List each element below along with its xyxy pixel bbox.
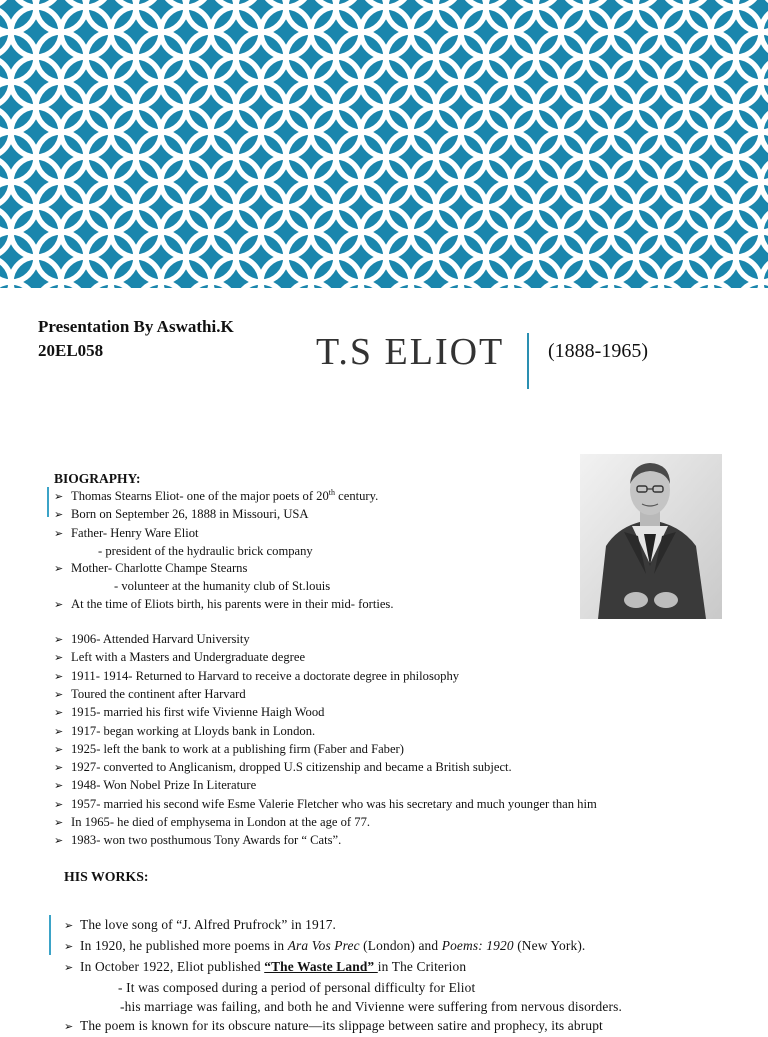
list-item: ➢ 1948- Won Nobel Prize In Literature	[54, 777, 597, 795]
list-item: ➢ Thomas Stearns Eliot- one of the major poets of 20th century.	[54, 488, 597, 506]
presenter-info	[38, 315, 234, 363]
list-item: ➢ Left with a Masters and Undergraduate degree	[54, 649, 597, 667]
arrow-bullet-icon: ➢	[64, 920, 74, 932]
list-item: ➢ In October 1922, Eliot published “The Waste Land” in The Criterion	[64, 957, 622, 978]
list-item: ➢ 1983- won two posthumous Tony Awards for “ Cats”.	[54, 832, 597, 850]
presenter-name: Presentation By Aswathi.K	[38, 317, 234, 336]
list-item: ➢ 1906- Attended Harvard University	[54, 631, 597, 649]
decorative-banner	[0, 0, 768, 288]
list-item: ➢ Born on September 26, 1888 in Missouri, USA	[54, 506, 597, 524]
life-years: (1888-1965)	[548, 340, 648, 362]
arrow-bullet-icon: ➢	[54, 670, 64, 683]
arrow-bullet-icon: ➢	[54, 688, 64, 701]
portrait-photo	[580, 454, 722, 619]
list-item: ➢ Toured the continent after Harvard	[54, 686, 597, 704]
list-item: ➢ Father- Henry Ware Eliot	[54, 525, 597, 543]
arrow-bullet-icon: ➢	[54, 652, 64, 665]
arrow-bullet-icon: ➢	[64, 1021, 74, 1033]
arrow-bullet-icon: ➢	[54, 598, 64, 611]
list-item: - It was composed during a period of personal difficulty for Eliot	[118, 980, 476, 995]
arrow-bullet-icon: ➢	[54, 798, 64, 811]
biography-list	[54, 488, 597, 851]
list-item: ➢ 1957- married his second wife Esme Valerie Fletcher who was his secretary and much younger than him	[54, 796, 597, 814]
arrow-bullet-icon: ➢	[54, 563, 64, 576]
page-title: T.S ELIOT	[316, 331, 505, 373]
arrow-bullet-icon: ➢	[54, 527, 64, 540]
list-spacer	[54, 614, 597, 631]
list-item: ➢ 1915- married his first wife Vivienne Haigh Wood	[54, 704, 597, 722]
list-item: ➢ 1925- left the bank to work at a publishing firm (Faber and Faber)	[54, 741, 597, 759]
list-item: ➢ The love song of “J. Alfred Prufrock” in 1917.	[64, 915, 622, 936]
list-item: ➢ The poem is known for its obscure nature—its slippage between satire and prophecy, its abrupt	[64, 1016, 622, 1037]
biography-accent-bar	[47, 487, 49, 517]
arrow-bullet-icon: ➢	[54, 725, 64, 738]
works-heading: HIS WORKS:	[64, 869, 149, 884]
arrow-bullet-icon: ➢	[64, 962, 74, 974]
list-item: ➢ In 1920, he published more poems in Ara Vos Prec (London) and Poems: 1920 (New York).	[64, 936, 622, 957]
title-divider	[527, 333, 529, 389]
works-accent-bar	[49, 915, 51, 955]
arrow-bullet-icon: ➢	[54, 817, 64, 830]
list-item: ➢ Mother- Charlotte Champe Stearns	[54, 560, 597, 578]
arrow-bullet-icon: ➢	[54, 491, 64, 503]
arrow-bullet-icon: ➢	[54, 762, 64, 775]
works-list	[64, 915, 622, 1037]
arrow-bullet-icon: ➢	[54, 509, 64, 522]
biography-heading: BIOGRAPHY:	[54, 471, 141, 486]
list-item: ➢ At the time of Eliots birth, his parents were in their mid- forties.	[54, 596, 597, 614]
list-item: ➢ 1911- 1914- Returned to Harvard to receive a doctorate degree in philosophy	[54, 668, 597, 686]
list-item: ➢ In 1965- he died of emphysema in London at the age of 77.	[54, 814, 597, 832]
list-item: ➢ 1927- converted to Anglicanism, dropped U.S citizenship and became a British subject.	[54, 759, 597, 777]
arrow-bullet-icon: ➢	[64, 941, 74, 953]
arrow-bullet-icon: ➢	[54, 707, 64, 720]
list-item: - president of the hydraulic brick company	[98, 543, 313, 558]
list-item: -his marriage was failing, and both he and Vivienne were suffering from nervous disorders.	[120, 999, 622, 1014]
presenter-id: 20EL058	[38, 341, 104, 360]
list-item: - volunteer at the humanity club of St.louis	[114, 579, 331, 594]
arrow-bullet-icon: ➢	[54, 835, 64, 848]
waste-land-title: “The Waste Land”	[264, 959, 378, 974]
list-item: ➢ 1917- began working at Lloyds bank in London.	[54, 723, 597, 741]
arrow-bullet-icon: ➢	[54, 634, 64, 647]
arrow-bullet-icon: ➢	[54, 743, 64, 756]
arrow-bullet-icon: ➢	[54, 780, 64, 793]
